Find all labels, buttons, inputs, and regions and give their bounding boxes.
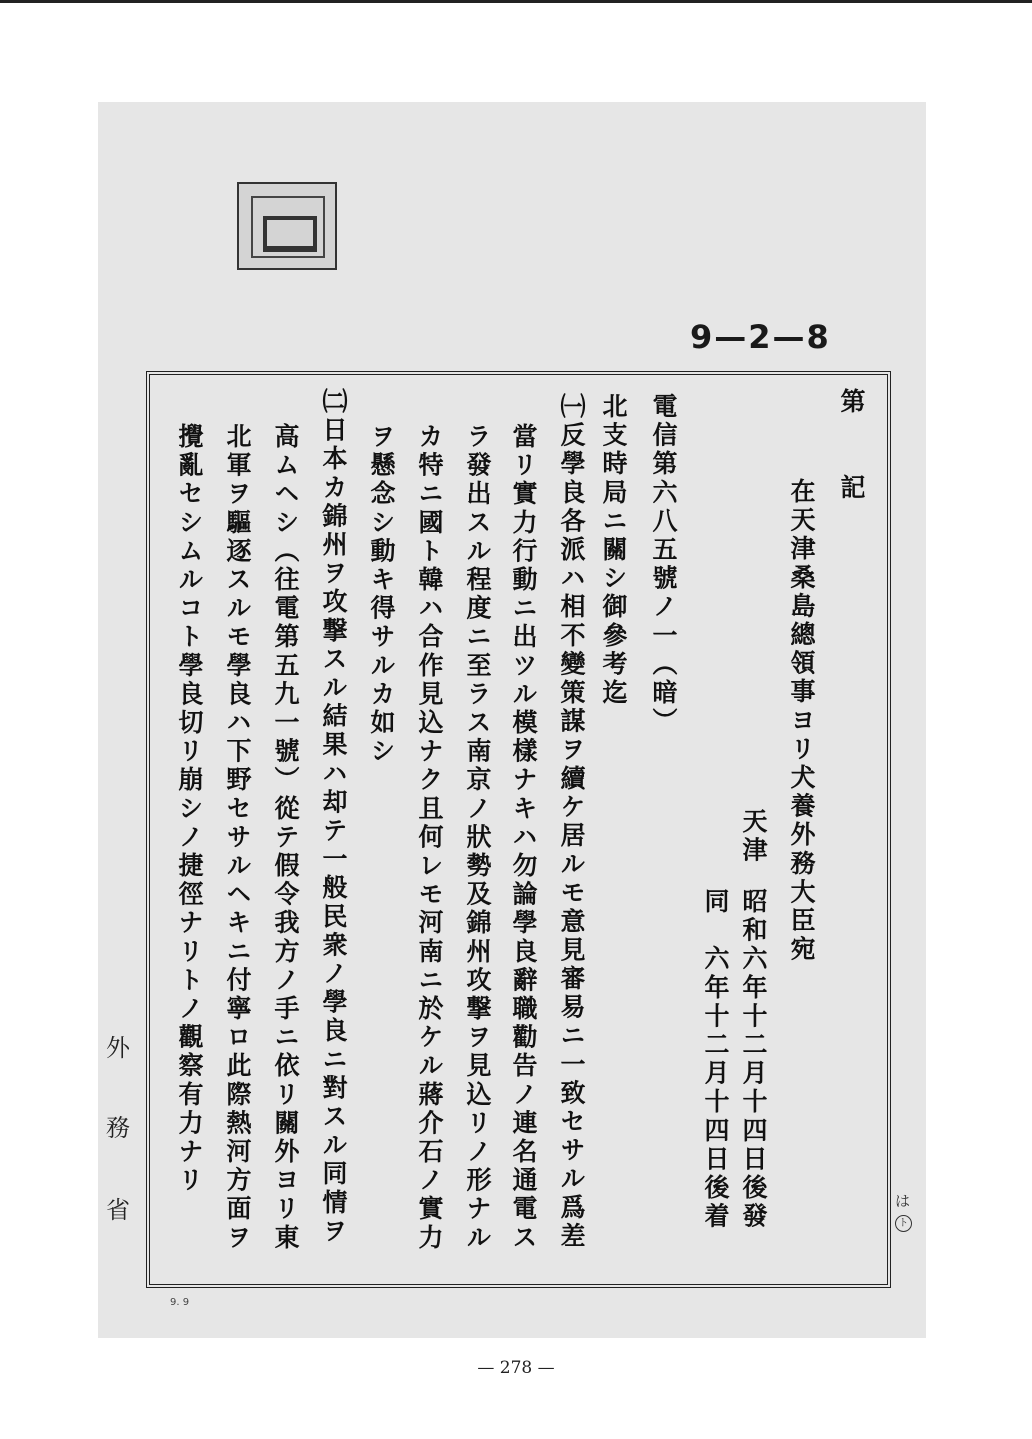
page-number: — 278 — — [477, 1358, 555, 1378]
seal-mark — [263, 216, 317, 252]
sent-date: 昭和六年十二月十四日後發 — [739, 888, 768, 1232]
reference-number: 9—2—8 — [690, 318, 831, 356]
telegram-number: 電信第六八五號ノ一（暗） — [649, 393, 678, 737]
heading: 第 記 — [837, 388, 866, 503]
form-code: 9. 9 — [170, 1297, 190, 1308]
margin-char-1: 外 — [106, 1034, 130, 1062]
seal-stamp — [237, 182, 337, 270]
body-line-9: 攪亂セシムルコト學良切リ崩シノ捷徑ナリトノ觀察有力ナリ — [175, 423, 204, 1196]
body-line-8: 北軍ヲ驅逐スルモ學良ハ下野セサルヘキニ付寧ロ此際熱河方面ヲ — [223, 423, 252, 1253]
body-line-1: ㈠反學良各派ハ相不變策謀ヲ續ケ居ルモ意見審易ニ一致セサル爲差 — [557, 393, 586, 1251]
margin-char-3: 省 — [106, 1196, 130, 1224]
seal-inner-border — [251, 196, 325, 258]
body-line-5: ヲ懸念シ動キ得サルカ如シ — [367, 423, 396, 767]
margin-char-2: 務 — [106, 1114, 130, 1142]
corner-mark — [895, 1190, 917, 1246]
body-line-7: 高ムヘシ（往電第五九一號）從テ假令我方ノ手ニ依リ關外ヨリ東 — [271, 423, 300, 1253]
top-rule — [0, 0, 1032, 3]
received-date: 同 六年十二月十四日後着 — [701, 888, 730, 1232]
body-line-3: ラ發出スル程度ニ至ラス南京ノ狀勢及錦州攻撃ヲ見込リノ形ナル — [463, 423, 492, 1253]
corner-mark-circle: ト — [895, 1215, 912, 1232]
origin-city: 天津 — [739, 808, 768, 866]
body-line-4: カ特ニ國ト韓ハ合作見込ナク且何レモ河南ニ於ケル蔣介石ノ實力 — [415, 423, 444, 1253]
body-line-2: 當リ實力行動ニ出ツル模樣ナキハ勿論學良辭職勸告ノ連名通電ス — [509, 423, 538, 1253]
corner-mark-text: は — [895, 1192, 911, 1210]
body-line-6: ㈡日本カ錦州ヲ攻撃スル結果ハ却テ一般民衆ノ學良ニ對スル同情ヲ — [319, 388, 348, 1246]
sender-line: 在天津桑島總領事ヨリ犬養外務大臣宛 — [787, 478, 816, 965]
subject-line: 北支時局ニ關シ御參考迄 — [599, 393, 628, 708]
